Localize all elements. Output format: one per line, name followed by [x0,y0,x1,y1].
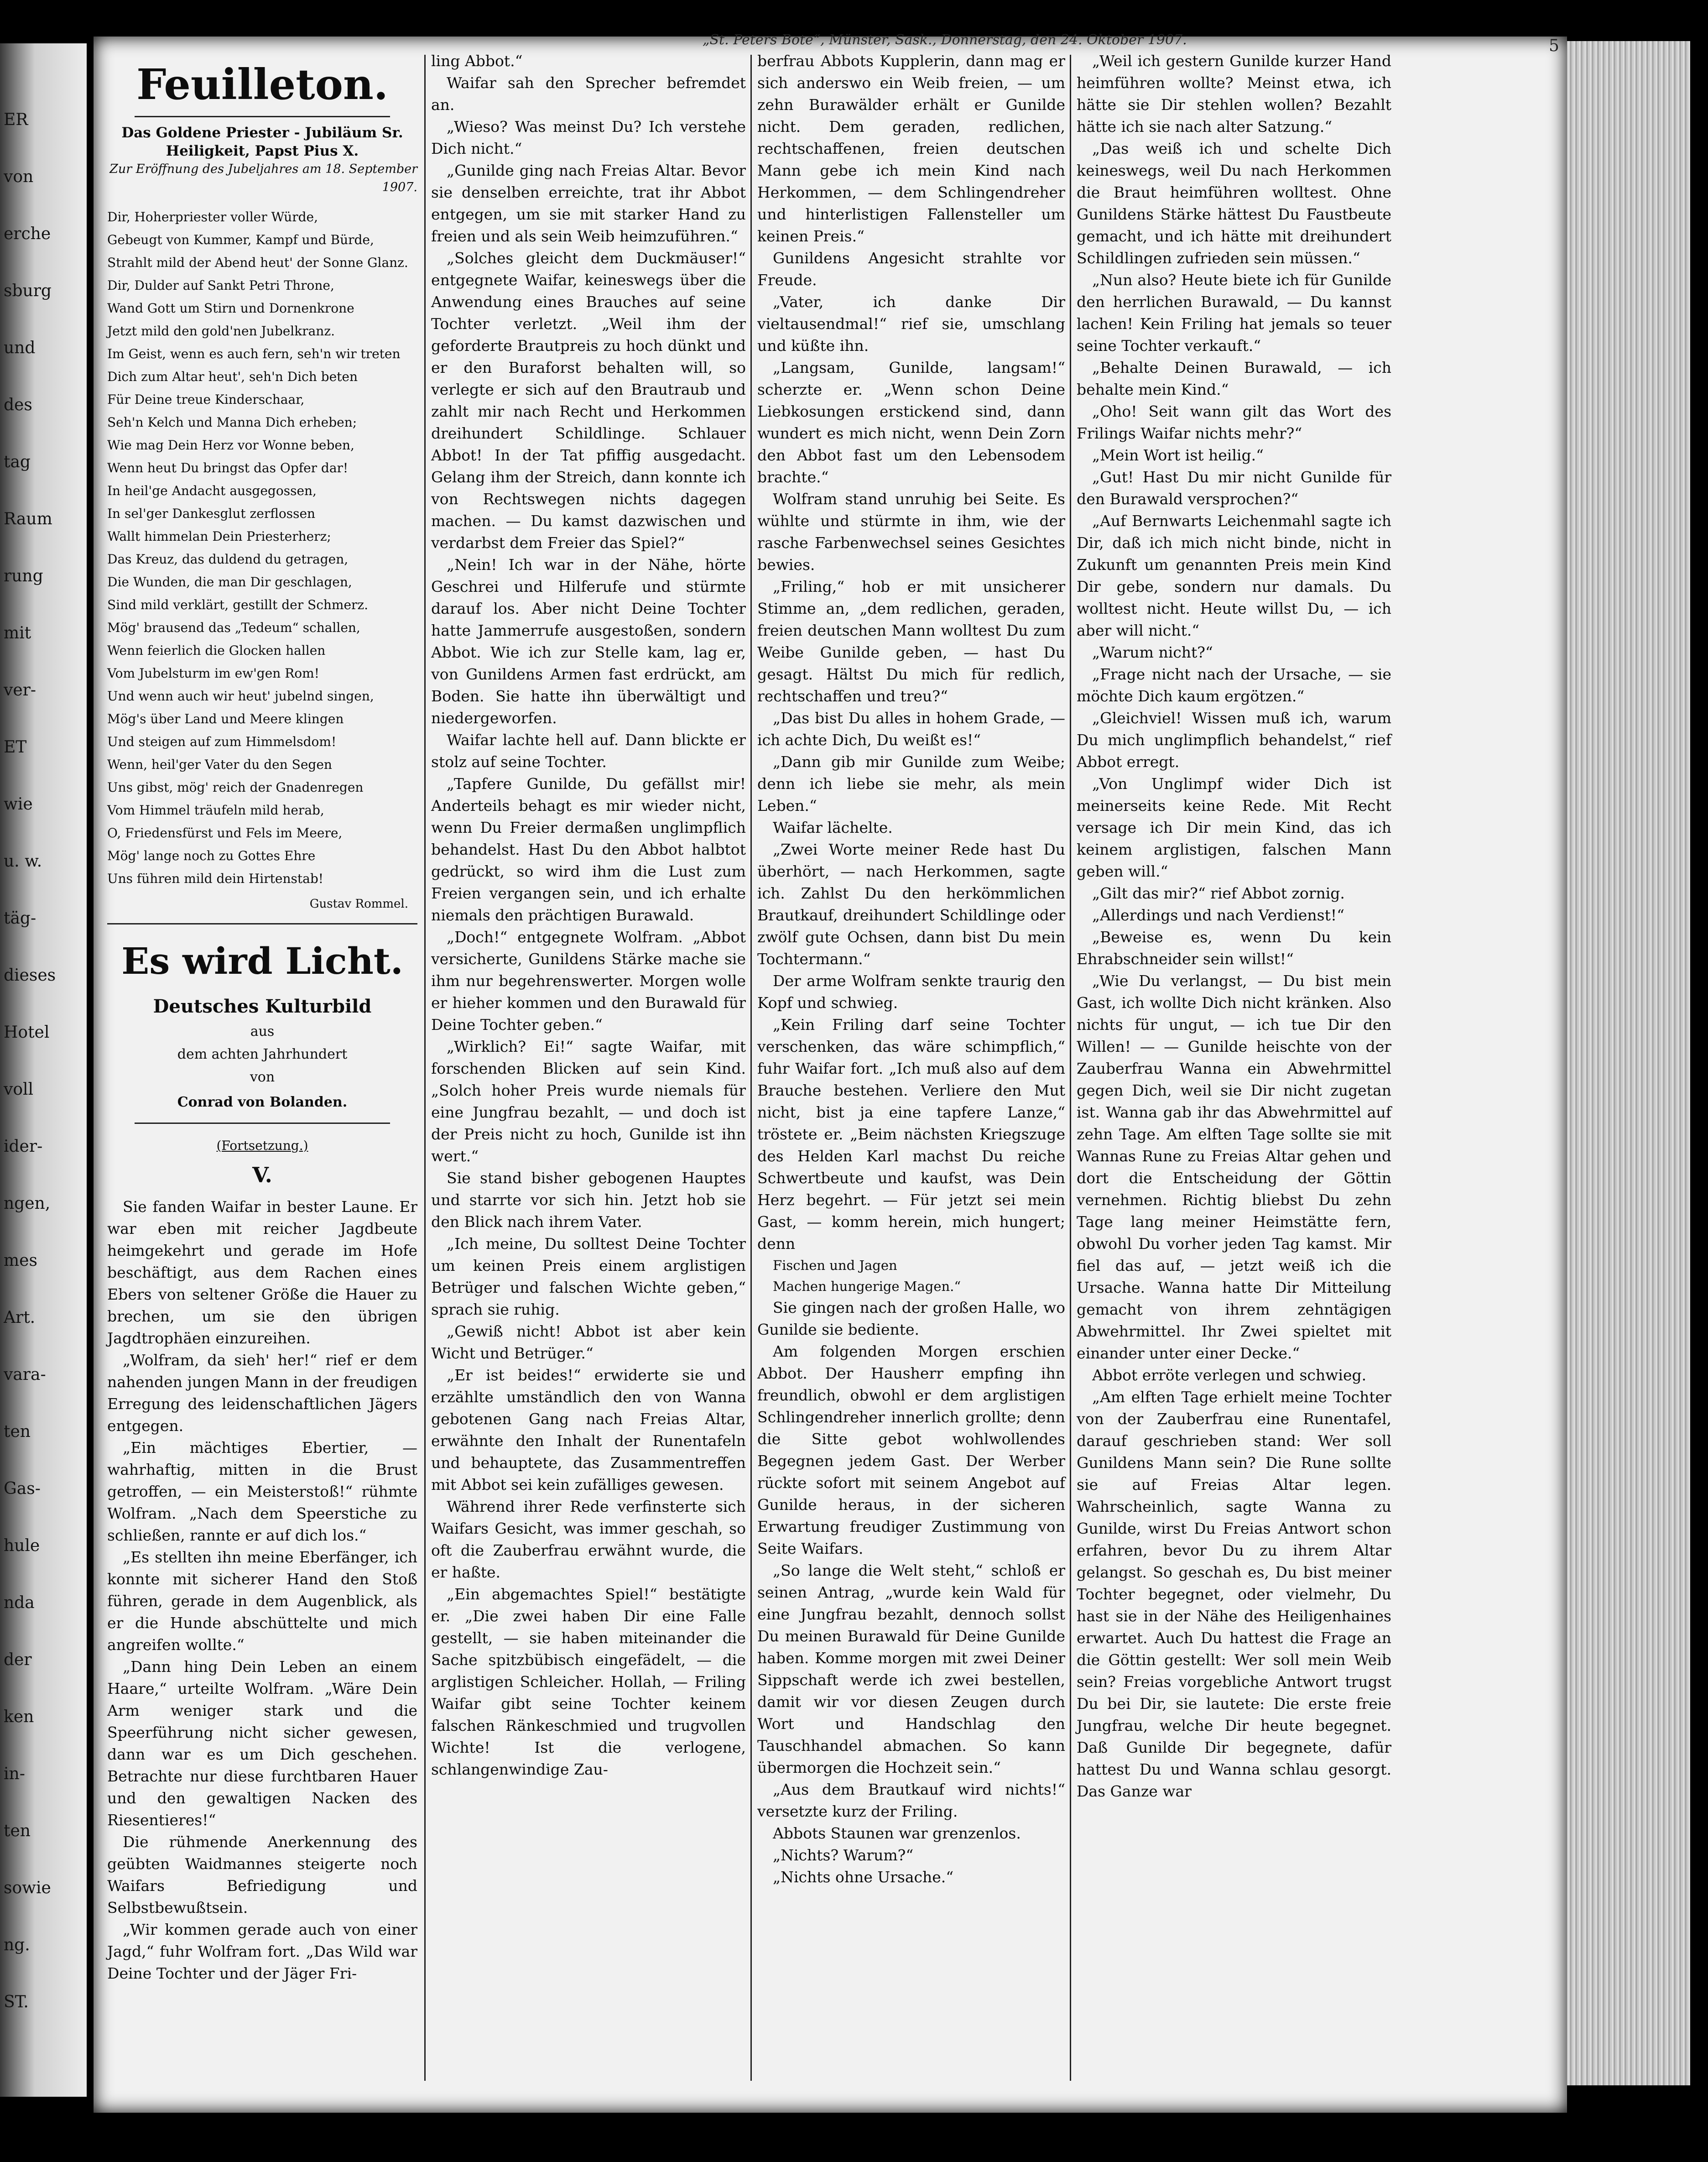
paragraph: „Warum nicht?“ [1092,643,1213,661]
fragment-text: Gas- [4,1479,41,1498]
paragraph: Sie fanden Waifar in bester Laune. Er war eben mit reicher Jagdbeute heimgekehrt und gerade im Hofe beschäftigt, aus dem Rachen eines Ebers von seltener Größe die Hauer zu brechen, um sie den übrigen Jagdtrophäen einzureihen. [107,1198,417,1347]
paragraph: Sie gingen nach der großen Halle, wo Gunilde sie bediente. [757,1299,1065,1338]
poem-line: Gebeugt von Kummer, Kampf und Bürde, [107,232,374,247]
paragraph: „Dann gib mir Gunilde zum Weibe; denn ich liebe sie mehr, als mein Leben.“ [757,753,1065,815]
fragment-text: der [4,1650,32,1669]
paragraph: „Mein Wort ist heilig.“ [1092,446,1264,464]
page-stack-edges [1567,41,1690,2085]
paragraph: „Auf Bernwarts Leichenmahl sagte ich Dir, daß ich mich nicht binde, nicht in Zukunft um genannten Preis mein Kind Dir gebe, sondern nur damals. Du wolltest nicht. Heute willst Du, — ich aber will nicht.“ [1077,512,1391,639]
story-subtitle: Deutsches Kulturbild [153,996,372,1017]
paragraph: Gunildens Angesicht strahlte vor Freude. [757,249,1065,289]
paragraph: Abbot erröte verlegen und schwieg. [1092,1366,1367,1384]
fragment-text: vara- [4,1365,46,1384]
divider [135,1123,390,1124]
fragment-text: nda [4,1593,35,1612]
column-2 [431,50,746,1781]
fragment-text: ngen, [4,1194,51,1213]
fragment-text: ver- [4,681,36,700]
paragraph: „Dann hing Dein Leben an einem Haare,“ urteilte Wolfram. „Wäre Dein Arm weniger stark und die Speerführung nicht sicher gewesen, dann war es um Dich geschehen. Betrachte nur diese furchtbaren Hauer und den gewaltigen Nacken des Riesentieres!“ [107,1658,417,1829]
fragment-text: dieses [4,966,56,985]
paragraph: ling Abbot.“ [431,52,523,70]
paragraph: „Nun also? Heute biete ich für Gunilde den herrlichen Burawald, — Du kannst lachen! Kein Friling hat jemals so teuer seine Tochter verkauft.“ [1077,271,1391,355]
poem-line: Und wenn auch wir heut' jubelnd singen, [107,689,374,704]
paragraph: „Wirklich? Ei!“ sagte Waifar, mit forschenden Blicken auf sein Kind. „Solch hoher Preis wurde niemals für eine Jungfrau bezahlt, — und doch ist der Preis nicht zu hoch, Gunilde ist ihn wert.“ [431,1038,746,1165]
poem-line: Wallt himmelan Dein Priesterherz; [107,529,331,544]
paragraph: Waifar lachte hell auf. Dann blickte er stolz auf seine Tochter. [431,731,746,771]
fragment-text: ider- [4,1137,43,1156]
poem-line: In sel'ger Dankesglut zerflossen [107,506,316,521]
paragraph: „Wie Du verlangst, — Du bist mein Gast, ich wollte Dich nicht kränken. Also nichts für ungut, — ich tue Dir den Willen! — — Gunilde heischte von der Zauberfrau Wanna ein Abwehrmittel gegen Dich, weil sie Dir nicht zugetan ist. Wanna gab ihr das Abwehrmittel auf zehn Tage. Am elften Tage sollte sie mit Wannas Rune zu Freias Altar gehen und dort die Entscheidung der Göttin vernehmen. Richtig bliebst Du zehn Tage lang meiner Heimstätte fern, obwohl Du vorher jeden Tag kamst. Mir fiel das auf, — jetzt weiß ich die Ursache. Wanna hatte Dir Mitteilung gemacht von ihrem zehntägigen Abwehrmittel. Ihr Zwei spieltet mit einander unter einer Decke.“ [1077,972,1391,1362]
fragment-text: ng. [4,1936,30,1954]
poem-occasion: Zur Eröffnung des Jubeljahres am 18. September 1907. [109,162,417,194]
fragment-text: hule [4,1536,40,1555]
paragraph: „Nein! Ich war in der Nähe, hörte Geschrei und Hilferufe und stürmte darauf los. Aber nicht Deine Tochter hatte Jammerrufe ausgestoßen, sondern Abbot. Wie ich zur Stelle kam, lag er, von Gunildens Armen fast erdrückt, am Boden. Sie hatte ihn überwältigt und niedergeworfen. [431,556,746,727]
story-text [757,50,1065,1255]
poem-line: Uns führen mild dein Hirtenstab! [107,871,323,886]
paragraph: Der arme Wolfram senkte traurig den Kopf und schwieg. [757,972,1065,1012]
poem-line: Vom Himmel träufeln mild herab, [107,803,324,818]
poem-line: Wenn feierlich die Glocken hallen [107,643,326,658]
paragraph: „Solches gleicht dem Duckmäuser!“ entgegnete Waifar, keineswegs über die Anwendung eines Brauches auf seine Tochter verletzt. „Weil ihm der geforderte Brautpreis zu hoch dünkt und er den Buraforst behalten will, so verlegte er sich auf den Brautraub und zahlt mir nach Recht und Herkommen dreihundert Schildlinge. Schlauer Abbot! In der Tat pfiffig ausgedacht. Gelang ihm der Streich, dann konnte ich von Rechtswegen nichts dagegen machen. — Du kamst dazwischen und verdarbst dem Freier das Spiel?“ [431,249,746,552]
story-text [431,50,746,1781]
story-text [1077,50,1391,1802]
chapter-number: V. [252,1163,272,1187]
poem-line: Mög's über Land und Meere klingen [107,711,344,726]
column-rule [1070,55,1071,2081]
paragraph: „Am elften Tage erhielt meine Tochter von der Zauberfrau eine Runentafel, darauf geschrieben stand: Wer soll Gunildens Mann sein? Die Rune sollte sie auf Freias Altar legen. Wahrscheinlich, sagte Wanna zu Gunilde, wirst Du Freias Antwort schon erfahren, bevor Du zu ihrem Altar gelangst. So geschah es, Du bist meiner Tochter begegnet, oder vielmehr, Du hast sie in der Nähe des Heiligenhaines erwartet. Auch Du hattest die Frage an die Göttin gestellt: Wer soll mein Weib sein? Freias vorgebliche Antwort trugst Du bei Dir, sie lautete: Die erste freie Jungfrau, welche Dir heute begegnet. Daß Gunilde Dir begegnete, dafür hattest Du und Wanna schlau gesorgt. Das Ganze war [1077,1388,1391,1800]
divider [135,116,390,117]
paragraph: „Das weiß ich und schelte Dich keineswegs, weil Du nach Herkommen die Braut heimführen wolltest. Ohne Gunildens Stärke hättest Du Faustbeute gemacht, und ich hätte mit dreihundert Schildlingen zufrieden sein müssen.“ [1077,140,1391,267]
fragment-text: Raum [4,510,52,528]
poem-line: Vom Jubelsturm im ew'gen Rom! [107,666,319,681]
fragment-text: von [4,167,34,186]
paragraph: Waifar lächelte. [773,819,893,836]
quote-line: Machen hungerige Magen.“ [773,1279,961,1294]
paragraph: berfrau Abbots Kupplerin, dann mag er sich anderswo ein Weib freien, — um zehn Burawälder erhält er Gunilde nicht. Dem geraden, redlichen, rechtschaffenen, freien deutschen Mann gebe ich mein Kind nach Herkommen, — dem Schlingendreher und hinterlistigen Fallensteller um keinen Preis.“ [757,52,1065,245]
fragment-text: Art. [4,1308,36,1327]
paragraph: Die rühmende Anerkennung des geübten Waidmannes steigerte noch Waifars Befriedigung und Selbstbewußtsein. [107,1833,417,1917]
poem-line: Wand Gott um Stirn und Dornenkrone [107,301,354,316]
fragment-text: sowie [4,1879,51,1897]
paragraph: „Behalte Deinen Burawald, — ich behalte mein Kind.“ [1077,359,1391,398]
fragment-text: ken [4,1708,34,1726]
fragment-text: mit [4,624,31,642]
fragment-text: ET [4,738,27,757]
paragraph: „Zwei Worte meiner Rede hast Du überhört, — nach Herkommen, sagte ich. Zahlst Du den herkömmlichen Brautkauf, dreihundert Schildlinge oder zwölf gute Ochsen, dann bist Du mein Tochtermann.“ [757,841,1065,968]
fragment-text: wie [4,795,33,814]
page-number: 5 [1549,37,1559,55]
fragment-text: ten [4,1822,31,1840]
paragraph: „Gilt das mir?“ rief Abbot zornig. [1092,884,1345,902]
paragraph: „Frage nicht nach der Ursache, — sie möchte Dich kaum ergötzen.“ [1077,665,1391,705]
paragraph: „Doch!“ entgegnete Wolfram. „Abbot versicherte, Gunildens Stärke mache sie ihm nur begehrenswerter. Morgen wolle er hieher kommen und den Burawald für Deine Tochter geben.“ [431,928,746,1034]
poem-author: Gustav Rommel. [309,897,408,911]
poem-line: Uns gibst, mög' reich der Gnadenregen [107,780,364,795]
story-line: aus [250,1024,275,1039]
poem-line: Die Wunden, die man Dir geschlagen, [107,574,352,590]
fragment-text: sburg [4,282,52,300]
fragment-text: voll [4,1080,34,1099]
paragraph: „Kein Friling darf seine Tochter verschenken, das wäre schimpflich,“ fuhr Waifar fort. „Ich muß also auf dem Brauche bestehen. Verliere den Mut nicht, bist ja eine tapfere Lanze,“ tröstete er. „Beim nächsten Kriegszuge des Helden Karl machst Du reiche Schwertbeute und kaufst, was Dein Herz begehrt. — Für jetzt sei mein Gast, — komm herein, mich hungert; denn [757,1016,1065,1253]
poem-line: Das Kreuz, das duldend du getragen, [107,552,349,567]
poem-line: Im Geist, wenn es auch fern, seh'n wir treten [107,346,401,361]
paragraph: „Ich meine, Du solltest Deine Tochter um keinen Preis einem arglistigen Betrüger und falschen Wichte geben,“ sprach sie ruhig. [431,1235,746,1318]
paragraph: „Nichts ohne Ursache.“ [773,1868,954,1886]
fragment-text: erche [4,225,51,243]
paragraph: „Aus dem Brautkauf wird nichts!“ versetzte kurz der Friling. [757,1781,1065,1820]
running-header: „St. Peters Bote“, Münster, Sask., Donnerstag, den 24. Oktober 1907. [703,32,1187,48]
quote-line: Fischen und Jagen [773,1258,897,1273]
fragment-text: u. w. [4,852,42,871]
paragraph: „Beweise es, wenn Du kein Ehrabschneider sein willst!“ [1077,928,1391,968]
poem-line: O, Friedensfürst und Fels im Meere, [107,825,343,841]
fragment-text: in- [4,1765,25,1783]
poem-line: In heil'ge Andacht ausgegossen, [107,483,317,498]
paragraph: „Von Unglimpf wider Dich ist meinerseits keine Rede. Mit Recht versage ich Dir mein Kind, das ich keinem arglistigen, falschen Mann geben will.“ [1077,775,1391,880]
fragment-text: Hotel [4,1023,50,1042]
paragraph: Abbots Staunen war grenzenlos. [773,1824,1021,1842]
poem-line: Und steigen auf zum Himmelsdom! [107,734,337,749]
rhyme-quote [757,1255,1065,1297]
paragraph: „Gunilde ging nach Freias Altar. Bevor sie denselben erreichte, trat ihr Abbot entgegen, um sie mit starker Hand zu freien und als sein Weib heimzuführen.“ [431,162,746,245]
continuation-note: (Fortsetzung.) [216,1138,308,1153]
story-author: Conrad von Bolanden. [177,1094,348,1110]
paragraph: „Tapfere Gunilde, Du gefällst mir! Anderteils behagt es mir wieder nicht, wenn Du Freier dermaßen unglimpflich behandelst. Hast Du den Abbot halbtot gedrückt, so wird ihm die Lust zum Freien vergangen sein, und ich erhalte niemals den prächtigen Burawald. [431,775,746,924]
section-title: Feuilleton. [136,60,388,109]
fragment-text: rung [4,567,43,585]
paragraph: „Oho! Seit wann gilt das Wort des Frilings Waifar nichts mehr?“ [1077,402,1391,442]
paragraph: „Wir kommen gerade auch von einer Jagd,“ fuhr Wolfram fort. „Das Wild war Deine Tochter und der Jäger Fri- [107,1921,417,1982]
paragraph: Waifar sah den Sprecher befremdet an. [431,74,746,114]
divider [107,923,417,924]
paragraph: „Wieso? Was meinst Du? Ich verstehe Dich nicht.“ [431,118,746,157]
poem [107,206,417,890]
paragraph: „Nichts? Warum?“ [773,1846,914,1864]
poem-line: Wie mag Dein Herz vor Wonne beben, [107,438,354,453]
poem-line: Jetzt mild den gold'nen Jubelkranz. [107,324,335,339]
paragraph: „Friling,“ hob er mit unsicherer Stimme an, „dem redlichen, geraden, freien deutschen Mann wolltest Du zum Weibe Gunilde geben, — hast Du gesagt. Hältst Du mich für redlich, rechtschaffen und treu?“ [757,578,1065,705]
poem-line: Strahlt mild der Abend heut' der Sonne Glanz. [107,255,408,270]
column-rule [750,55,752,2081]
paragraph: „Ein mächtiges Ebertier, — wahrhaftig, mitten in die Brust getroffen, — ein Meisterstoß!“ rühmte Wolfram. „Nach dem Speerstiche zu schließen, rannte er auf dich los.“ [107,1439,417,1544]
poem-line: Seh'n Kelch und Manna Dich erheben; [107,415,357,430]
paragraph: „Langsam, Gunilde, langsam!“ scherzte er. „Wenn schon Deine Liebkosungen erstickend sind, dann wundert es mich nicht, wenn Dein Zorn den Abbot fast um den Lebensodem brachte.“ [757,359,1065,486]
poem-line: Sind mild verklärt, gestillt der Schmerz. [107,597,369,612]
paragraph: Wolfram stand unruhig bei Seite. Es wühlte und stürmte in ihm, wie der rasche Farbenwechsel seines Gesichtes bewies. [757,490,1065,574]
column-4 [1077,50,1391,1802]
poem-line: Mög' brausend das „Tedeum“ schallen, [107,620,360,635]
story-line: von [250,1069,275,1085]
story-text [757,1297,1065,1888]
poem-line: Für Deine treue Kinderschaar, [107,392,305,407]
fragment-text: tag [4,453,31,471]
paragraph: Sie stand bisher gebogenen Hauptes und starrte vor sich hin. Jetzt hob sie den Blick nach ihrem Vater. [431,1169,746,1231]
previous-page-edge [0,43,87,2097]
poem-line: Dich zum Altar heut', seh'n Dich beten [107,369,358,384]
paragraph: „Weil ich gestern Gunilde kurzer Hand heimführen wollte? Meinst etwa, ich hätte sie Dir stehlen wollen? Bezahlt hätte ich sie nach alter Satzung.“ [1077,52,1391,136]
paragraph: „Das bist Du alles in hohem Grade, — ich achte Dich, Du weißt es!“ [757,709,1065,749]
poem-line: Wenn, heil'ger Vater du den Segen [107,757,332,772]
paragraph: „Wolfram, da sieh' her!“ rief er dem nahenden jungen Mann in der freudigen Erregung des leidenschaftlichen Jägers entgegen. [107,1351,417,1435]
column-3 [757,50,1065,1888]
paragraph: „Allerdings und nach Verdienst!“ [1092,906,1344,924]
paragraph: „Vater, ich danke Dir vieltausendmal!“ rief sie, umschlang und küßte ihn. [757,293,1065,355]
fragment-text: ER [4,110,28,129]
column-rule [424,55,426,2081]
fragment-text: täg- [4,909,36,928]
fragment-text: mes [4,1251,37,1270]
paragraph: „Gut! Hast Du mir nicht Gunilde für den Burawald versprochen?“ [1077,468,1391,508]
poem-line: Wenn heut Du bringst das Opfer dar! [107,460,349,475]
paragraph: „So lange die Welt steht,“ schloß er seinen Antrag, „wurde kein Wald für eine Jungfrau bezahlt, dennoch sollst Du meinen Burawald für Deine Gunilde haben. Komme morgen mit zwei Deiner Sippschaft werde ich zwei bestellen, damit wir vor diesen Zeugen durch Wort und Handschlag den Tauschhandel abmachen. So kann übermorgen die Hochzeit sein.“ [757,1561,1065,1776]
paragraph: „Er ist beides!“ erwiderte sie und erzählte umständlich den von Wanna gebotenen Gang nach Freias Altar, erwähnte den Inhalt der Runentafeln und behauptete, das Zusammentreffen mit Abbot sei kein zufälliges gewesen. [431,1366,746,1494]
paragraph: „Ein abgemachtes Spiel!“ bestätigte er. „Die zwei haben Dir eine Falle gestellt, — sie haben miteinander die Sache spitzbübisch eingefädelt, — die arglistigen Schleicher. Hollah, — Friling Waifar gibt seine Tochter keinem falschen Ränkeschmied und trugvollen Wichte! Ist die verlogene, schlangenwindige Zau- [431,1585,746,1778]
story-text [107,1196,417,1984]
poem-line: Dir, Dulder auf Sankt Petri Throne, [107,278,334,293]
paragraph: Während ihrer Rede verfinsterte sich Waifars Gesicht, was immer geschah, so oft die Zauberfrau erwähnt wurde, die er haßte. [431,1498,746,1581]
poem-line: Mög' lange noch zu Gottes Ehre [107,848,316,863]
paragraph: „Gewiß nicht! Abbot ist aber kein Wicht und Betrüger.“ [431,1322,746,1362]
story-line: dem achten Jahrhundert [177,1046,348,1062]
fragment-text: und [4,339,36,357]
fragment-text: ST. [4,1993,29,2011]
paragraph: „Es stellten ihn meine Eberfänger, ich konnte mit sicherer Hand den Stoß führen, gerade in dem Augenblick, als er die Hunde abschüttelte und mich angreifen wollte.“ [107,1548,417,1654]
poem-title: Das Goldene Priester - Jubiläum Sr. Heiligkeit, Papst Pius X. [121,125,403,159]
fragment-text: des [4,396,32,414]
story-title: Es wird Licht. [121,940,403,982]
fragment-text: ten [4,1422,31,1441]
poem-line: Dir, Hoherpriester voller Würde, [107,209,318,225]
paragraph: „Gleichviel! Wissen muß ich, warum Du mich unglimpflich behandelst,“ rief Abbot erregt. [1077,709,1391,771]
column-1 [107,50,417,1984]
paragraph: Am folgenden Morgen erschien Abbot. Der Hausherr empfing ihn freundlich, obwohl er dem arglistigen Schlingendreher innerlich grollte; denn die Sitte gebot wohlwollendes Begegnen jedem Gast. Der Werber rückte sofort mit seinem Angebot auf Gunilde heraus, in der sicheren Erwartung freudiger Zustimmung von Seite Waifars. [757,1342,1065,1557]
